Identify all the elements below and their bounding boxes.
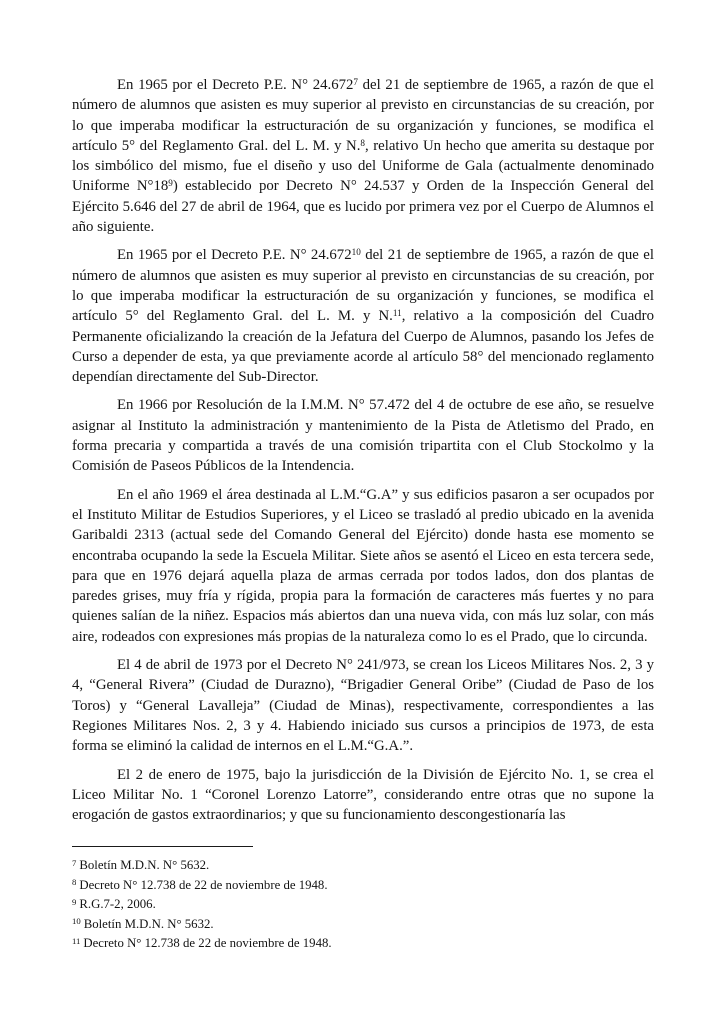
- footnote-ref: 11: [392, 308, 402, 319]
- footnote-separator: [72, 846, 253, 847]
- footnote-marker: 8: [72, 877, 77, 888]
- footnote-text: Decreto N° 12.738 de 22 de noviembre de 1948.: [79, 877, 328, 892]
- footnote-text: Boletín M.D.N. N° 5632.: [83, 916, 214, 931]
- paragraph-3: En 1966 por Resolución de la I.M.M. N° 57.472 del 4 de octubre de ese año, se resuelve asignar al Instituto la administración y mantenimiento de la Pista de Atletismo del Prado, en forma precaria y compartida a través de una comisión tripartita con el Club Stockolmo y la Comisión de Paseos Públicos de la Intendencia.: [72, 397, 654, 475]
- footnote: [72, 895, 654, 915]
- paragraph-2: En 1965 por el Decreto P.E. N° 24.672$^{10}$ del 21 de septiembre de 1965, a razón de que el número de alumnos que asisten es muy superior al previsto en circunstancias de su creación, por lo que imperaba modificar la estructuración de su organización y funciones, se modifica el artículo 5° del Reglamento Gral. del L. M. y N.$^{11}$, relativo a la composición del Cuadro Permanente oficializando la creación de la Jefatura del Cuerpo de Alumnos, pasando los Jefes de Curso a depender de esta, ya que previamente acorde al artículo 58° del mencionado reglamento dependían directamente del Sub-Director.: [72, 247, 654, 386]
- footnote: [72, 915, 654, 935]
- footnote-ref: 9: [168, 178, 173, 189]
- paragraph-6: El 2 de enero de 1975, bajo la jurisdicción de la División de Ejército No. 1, se crea el Liceo Militar No. 1 “Coronel Lorenzo Latorre”, considerando entre otras que no supone la erogación de gastos extraordinarios; y que su funcionamiento descongestionaría las: [72, 766, 654, 824]
- footnote-marker: 9: [72, 896, 77, 907]
- footnote-text: Decreto N° 12.738 de 22 de noviembre de 1948.: [83, 936, 332, 951]
- footnote-marker: 7: [72, 857, 77, 868]
- paragraph-5: El 4 de abril de 1973 por el Decreto N° 241/973, se crean los Liceos Militares Nos. 2, 3 y 4, “General Rivera” (Ciudad de Durazno), “Brigadier General Oribe” (Ciudad de Paso de los Toros) y “General Lavalleja” (Ciudad de Minas), respectivamente, correspondientes a las Regiones Militares Nos. 2, 3 y 4. Habiendo iniciado sus cursos a principios de 1973, de esta forma se eliminó la calidad de internos en el L.M.“G.A.”.: [72, 657, 654, 755]
- footnote: [72, 856, 654, 876]
- footnote-ref: 10: [351, 247, 361, 258]
- footnote-marker: 10: [72, 916, 81, 927]
- footnotes-section: [72, 856, 654, 954]
- footnote-text: R.G.7-2, 2006.: [79, 897, 156, 912]
- footnote-text: Boletín M.D.N. N° 5632.: [79, 858, 210, 873]
- footnote-marker: 11: [72, 935, 81, 946]
- footnote-ref: 7: [353, 76, 358, 87]
- footnote: [72, 876, 654, 896]
- footnote: [72, 934, 654, 954]
- paragraph-1: En 1965 por el Decreto P.E. N° 24.672$^7$ del 21 de septiembre de 1965, a razón de que el número de alumnos que asisten es muy superior al previsto en circunstancias de su creación, por lo que imperaba modificar la estructuración de su organización y funciones, se modifica el artículo 5° del Reglamento Gral. del L. M. y N.$^8$, relativo Un hecho que amerita su destaque por los simbólico del mismo, fue el diseño y uso del Uniforme de Gala (actualmente denominado Uniforme $N^\circ 18^9$) establecido por Decreto N° 24.537 y Orden de la Inspección General del Ejército 5.646 del 27 de abril de 1964, que es lucido por primera vez por el Cuerpo de Alumnos el año siguiente.: [72, 76, 654, 236]
- paragraph-4: En el año 1969 el área destinada al L.M.“G.A” y sus edificios pasaron a ser ocupados por el Instituto Militar de Estudios Superiores, y el Liceo se trasladó al predio ubicado en la avenida Garibaldi 2313 (actual sede del Comando General del Ejército) donde hasta ese momento se encontraba ocupando la sede la Escuela Militar. Siete años se asentó el Liceo en esta tercera sede, para que en 1976 dejará aquella plaza de armas cerrada por todos lados, don dos plantas de paredes grises, muy fría y rígida, propia para la formación de caracteres más fuertes y no para quienes salían de la niñez. Espacios más abiertos dan una nueva vida, con más luz solar, con más aire, rodeados con expresiones más propias de la naturaleza como lo es el Prado, que lo circunda.: [72, 486, 654, 645]
- document-body: [72, 75, 654, 825]
- footnote-ref: 8: [360, 137, 365, 148]
